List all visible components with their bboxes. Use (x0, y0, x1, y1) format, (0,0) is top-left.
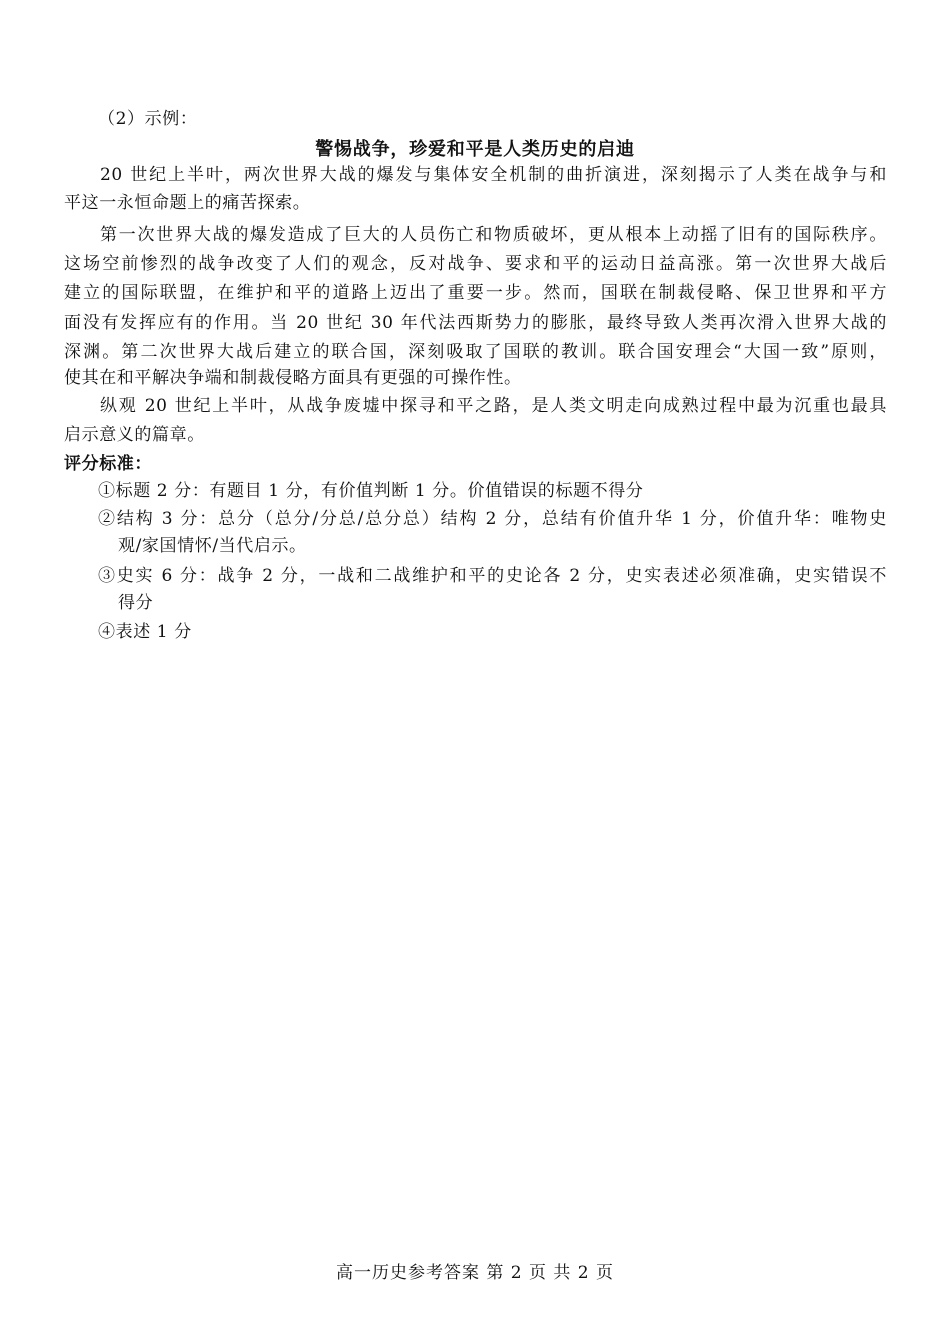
criteria-item-2-line2: 观/家国情怀/当代启示。 (118, 536, 307, 556)
essay-para2-line5: 深渊。第二次世界大战后建立的联合国，深刻吸取了国联的教训。联合国安理会“大国一致”原则， (64, 342, 887, 362)
criteria-heading: 评分标准： (64, 454, 152, 474)
section-label: （2）示例： (98, 109, 198, 129)
essay-para1-line1: 20 世纪上半叶，两次世界大战的爆发与集体安全机制的曲折演进，深刻揭示了人类在战争与和 (100, 165, 887, 185)
essay-para2-line1: 第一次世界大战的爆发造成了巨大的人员伤亡和物质破坏，更从根本上动摇了旧有的国际秩序。 (100, 225, 887, 245)
criteria-item-1: ①标题 2 分：有题目 1 分，有价值判断 1 分。价值错误的标题不得分 (98, 481, 644, 501)
criteria-item-4: ④表述 1 分 (98, 622, 192, 642)
essay-para3-line1: 纵观 20 世纪上半叶，从战争废墟中探寻和平之路，是人类文明走向成熟过程中最为沉重也最具 (100, 396, 887, 416)
essay-para2-line2: 这场空前惨烈的战争改变了人们的观念，反对战争、要求和平的运动日益高涨。第一次世界大战后 (64, 254, 887, 274)
essay-title: 警惕战争，珍爱和平是人类历史的启迪 (315, 139, 635, 160)
criteria-item-3-line1: ③史实 6 分：战争 2 分，一战和二战维护和平的史论各 2 分，史实表述必须准确，史实错误不 (98, 566, 887, 586)
essay-para2-line3: 建立的国际联盟，在维护和平的道路上迈出了重要一步。然而，国联在制裁侵略、保卫世界和平方 (64, 283, 887, 303)
essay-para2-line6: 使其在和平解决争端和制裁侵略方面具有更强的可操作性。 (64, 368, 522, 388)
essay-para1-line2: 平这一永恒命题上的痛苦探索。 (64, 193, 311, 213)
criteria-item-2-line1: ②结构 3 分：总分（总分/分总/总分总）结构 2 分，总结有价值升华 1 分，价值升华：唯物史 (98, 509, 887, 529)
essay-para2-line4: 面没有发挥应有的作用。当 20 世纪 30 年代法西斯势力的膨胀，最终导致人类再次滑入世界大战的 (64, 313, 887, 333)
essay-para3-line2: 启示意义的篇章。 (64, 425, 205, 445)
criteria-item-3-line2: 得分 (118, 593, 154, 613)
page-footer: 高一历史参考答案 第 2 页 共 2 页 (335, 1263, 615, 1283)
